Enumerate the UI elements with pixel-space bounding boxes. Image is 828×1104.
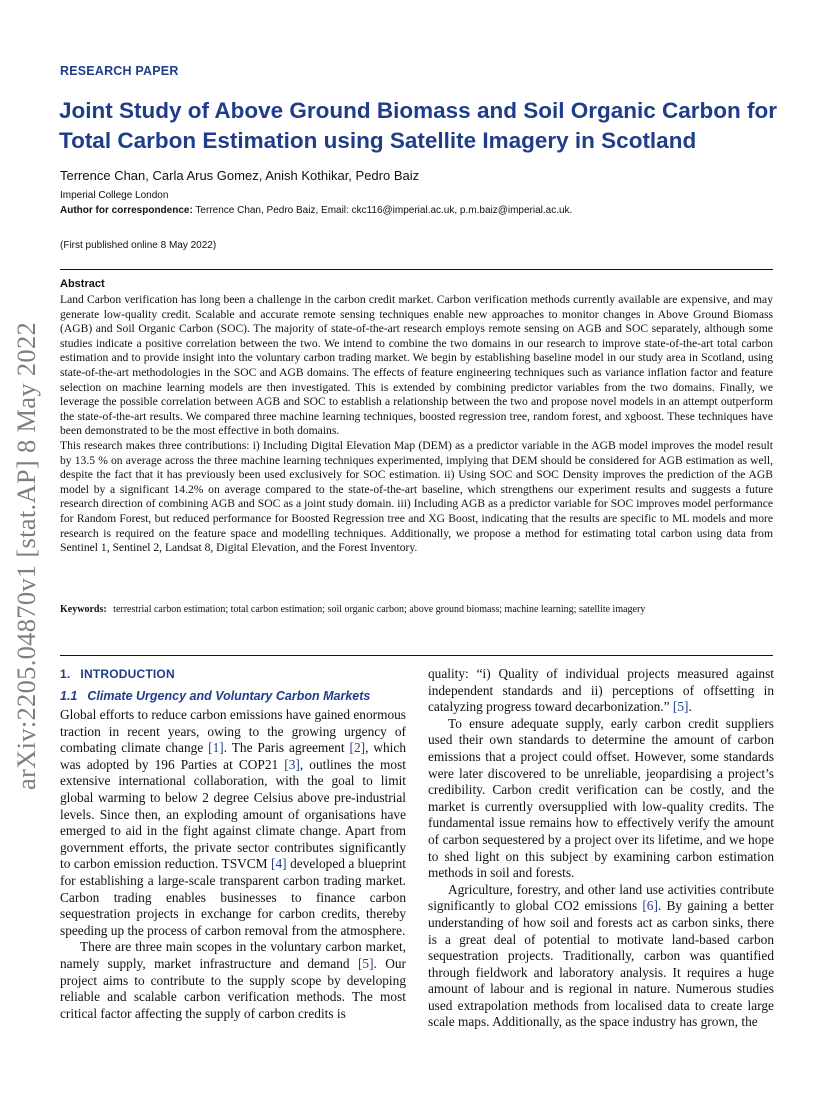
abstract-end-rule-divider bbox=[60, 655, 773, 656]
top-rule-divider bbox=[60, 269, 773, 270]
body-paragraph bbox=[428, 882, 774, 1031]
text-run: quality: “i) Quality of individual projects measured against independent standards and ii) perceptions of offsetting in catalyzing progress toward decarbonization.” bbox=[428, 666, 774, 715]
publication-note: (First published online 8 May 2022) bbox=[60, 240, 217, 251]
correspondence-text: Terrence Chan, Pedro Baiz, Email: ckc116@imperial.ac.uk, p.m.baiz@imperial.ac.uk. bbox=[195, 205, 573, 216]
citation-link[interactable]: [4] bbox=[271, 856, 287, 872]
subsection-heading bbox=[60, 687, 406, 706]
text-run: Agriculture, forestry, and other land use activities contribute significantly to global CO2 emissions bbox=[428, 881, 774, 914]
text-run: . bbox=[688, 699, 692, 715]
body-paragraph bbox=[60, 707, 406, 939]
abstract-heading: Abstract bbox=[60, 278, 105, 290]
citation-link[interactable]: [3] bbox=[284, 756, 300, 772]
body-paragraph bbox=[60, 939, 406, 1022]
affiliation: Imperial College London bbox=[60, 190, 169, 201]
citation-link[interactable]: [5] bbox=[672, 699, 689, 715]
keywords-label: Keywords: bbox=[60, 604, 107, 615]
text-run: Global efforts to reduce carbon emissions have gained enormous traction in recent years, owing to the growing urgency of combating climate change bbox=[60, 707, 406, 756]
section-heading-introduction bbox=[60, 666, 406, 682]
citation-link[interactable]: [6] bbox=[642, 898, 658, 914]
text-run: There are three main scopes in the voluntary carbon market, namely supply, market infrastructure and demand bbox=[60, 939, 406, 971]
text-run: , which was adopted by 196 Parties at COP21 bbox=[60, 740, 406, 772]
abstract-body bbox=[60, 293, 773, 556]
author-list: Terrence Chan, Carla Arus Gomez, Anish Kothikar, Pedro Baiz bbox=[60, 168, 420, 183]
paper-title: Joint Study of Above Ground Biomass and Soil Organic Carbon for Total Carbon Estimation using Satellite Imagery in Scotland bbox=[59, 98, 777, 153]
section-label: RESEARCH PAPER bbox=[60, 64, 179, 78]
text-run: . Our project aims to contribute to the supply scope by developing reliable and scalable carbon verification methods. The most critical factor affecting the supply of carbon credits is bbox=[60, 955, 406, 1021]
correspondence-line bbox=[60, 205, 572, 216]
abstract-paragraph: Land Carbon verification has long been a challenge in the carbon credit market. Carbon verification methods currently available are expensive, and may generate low-quality credit. Scalable and accurate remote sensing techniques enable new approaches to monitor changes in Above Ground Biomass (AGB) and Soil Organic Carbon (SOC). The majority of state-of-the-art research employs remote sensing on AGB and SOC separately, although some studies indicate a positive correlation between the two. We intend to combine the two domains in our research to improve state-of-the-art total carbon estimation and to provide insight into the voluntary carbon trading market. We begin by establishing baseline model in our study area in Scotland, using state-of-the-art methodologies in the SOC and AGB domains. The effects of feature engineering techniques such as variance inflation factor and feature selection on machine learning models are then investigated. This is extended by combining predictor variables from the two domains. Finally, we leverage the possible correlation between AGB and SOC to establish a relationship between the two and propose novel models in an attempt outperform the state-of-the-art results. We compared three machine learning techniques, boosted regression tree, random forest, and xgboost. These techniques have been demonstrated to be the most effective in both domains. bbox=[60, 293, 773, 438]
text-run: . By gaining a better understanding of how soil and forests act as carbon sinks, there is a great deal of potential to motivate land-based carbon sequestration projects. Traditionally, carbon was quantified through fieldwork and laboratory analysis. It requires a huge amount of labour and is regional in nature. Numerous studies used extrapolation methods from localised data to create large scale maps. Additionally, as the space industry has grown, the bbox=[428, 898, 775, 1030]
arxiv-identifier-stamp: arXiv:2205.04870v1 [stat.AP] 8 May 2022 bbox=[11, 321, 41, 790]
citation-link[interactable]: [5] bbox=[357, 955, 374, 971]
text-run: . The Paris agreement bbox=[223, 740, 350, 756]
abstract-paragraph: This research makes three contributions: i) Including Digital Elevation Map (DEM) as a predictor variable in the AGB model improves the model result by 13.5 % on average across the three machine learning techniques experimented, implying that DEM should be considered for AGB estimation as well, despite the fact that it has previously been used exclusively for SOC estimation. ii) Using SOC and SOC Density improves the prediction of the AGB model by a significant 14.2% on average compared to the state-of-the-art baseline, which strengthens our experiment results and suggests a future research direction of combining AGB and SOC as a joint study domain. iii) Including AGB as a predictor variable for SOC improves model performance for Random Forest, but reduced performance for Boosted Regression tree and XG Boost, indicating that the results are specific to ML models and more research is required on the feature space and modelling techniques. Additionally, we propose a method for estimating total carbon using data from Sentinel 1, Sentinel 2, Landsat 8, Digital Elevation, and the Forest Inventory. bbox=[60, 438, 773, 555]
keywords-text: terrestrial carbon estimation; total carbon estimation; soil organic carbon; above ground biomass; machine learning; satellite imagery bbox=[113, 604, 646, 615]
left-text-column bbox=[60, 666, 406, 1022]
body-paragraph bbox=[428, 666, 774, 716]
correspondence-label: Author for correspondence: bbox=[60, 205, 193, 216]
citation-link[interactable]: [1] bbox=[208, 740, 224, 756]
text-run: developed a blueprint for establishing a large-scale transparent carbon trading market. Carbon trading enables businesses to finance carbon sequestration projects in exchange for carbon credits, thereby speeding up the process of carbon removal from the atmosphere. bbox=[60, 856, 406, 938]
subsection-number: 1.1 bbox=[60, 689, 78, 703]
subsection-title: Climate Urgency and Voluntary Carbon Markets bbox=[87, 689, 371, 703]
body-paragraph: To ensure adequate supply, early carbon credit suppliers used their own standards to determine the amount of carbon emissions that a project could offset. However, some standards were later discovered to be unreliable, jeopardising a project’s credibility. Carbon credit verification can be costly, and the market is currently oversupplied with low-quality credits. The fundamental issue remains how to effectively verify the amount of carbon sequestered by a project over its lifetime, and we hope to shed light on this subject by examining carbon estimation methods in soil and forests. bbox=[428, 715, 774, 881]
section-title: INTRODUCTION bbox=[80, 667, 175, 681]
section-number: 1. bbox=[60, 667, 71, 681]
right-text-column bbox=[428, 666, 774, 1031]
citation-link[interactable]: [2] bbox=[349, 740, 366, 756]
text-run: , outlines the most extensive international collaboration, with the goal to limit global warming to below 2 degree Celsius above pre-industrial levels. Since then, an exploding amount of organisations have emerged to aid in the fight against climate change. Apart from government efforts, the private sector contributes significantly to carbon emission reduction. TSVCM bbox=[60, 756, 406, 872]
keywords-line bbox=[60, 604, 645, 615]
